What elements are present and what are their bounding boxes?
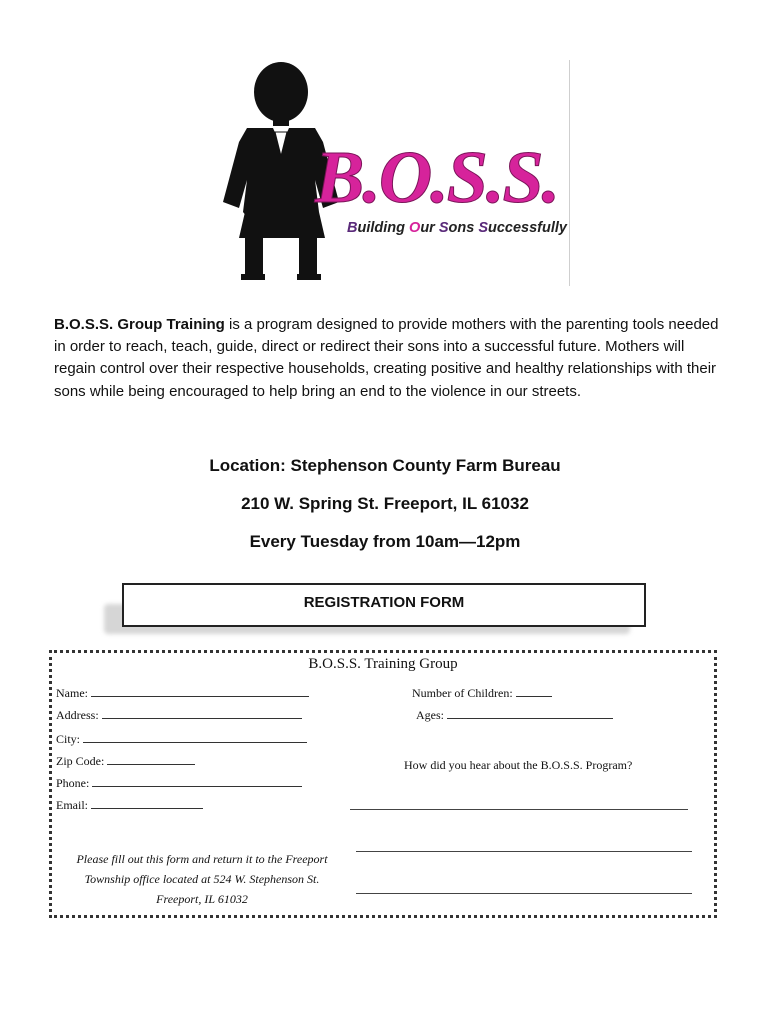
referral-answer-line-3[interactable]	[356, 892, 692, 894]
ages-input-line[interactable]	[447, 708, 613, 719]
zip-label: Zip Code:	[56, 754, 105, 768]
intro-paragraph	[54, 314, 724, 403]
instructions-line-2: Township office located at 524 W. Stephenson St.	[84, 872, 320, 886]
name-field[interactable]	[56, 686, 309, 701]
logo-title: B.O.S.S.	[315, 137, 559, 219]
city-label: City:	[56, 732, 81, 746]
zip-input-line[interactable]	[107, 754, 195, 765]
ages-field[interactable]	[416, 708, 613, 723]
form-title: B.O.S.S. Training Group	[308, 656, 458, 672]
ages-label: Ages:	[416, 708, 444, 722]
logo-tagline: Building Our Sons Successfully	[347, 220, 567, 236]
name-label: Name:	[56, 686, 88, 700]
event-address: 210 W. Spring St. Freeport, IL 61032	[241, 494, 529, 513]
phone-field[interactable]	[56, 776, 302, 791]
email-label: Email:	[56, 798, 88, 812]
children-label: Number of Children:	[412, 686, 513, 700]
address-label: Address:	[56, 708, 99, 722]
name-input-line[interactable]	[91, 686, 309, 697]
boss-logo	[215, 62, 575, 292]
phone-input-line[interactable]	[92, 776, 302, 787]
instructions-line-1: Please fill out this form and return it to the Freeport	[76, 852, 328, 866]
email-input-line[interactable]	[91, 798, 203, 809]
instructions-line-3: Freeport, IL 61032	[156, 892, 248, 906]
return-instructions	[52, 849, 352, 909]
email-field[interactable]	[56, 798, 203, 813]
children-field[interactable]	[412, 686, 552, 701]
event-location: Location: Stephenson County Farm Bureau	[209, 456, 561, 475]
intro-bold: B.O.S.S. Group Training	[54, 316, 225, 333]
city-field[interactable]	[56, 732, 307, 747]
referral-answer-line-1[interactable]	[350, 808, 688, 810]
children-input-line[interactable]	[516, 686, 552, 697]
event-schedule: Every Tuesday from 10am—12pm	[249, 532, 521, 551]
referral-question: How did you hear about the B.O.S.S. Program?	[404, 758, 633, 772]
phone-label: Phone:	[56, 776, 90, 790]
city-input-line[interactable]	[83, 732, 307, 743]
zip-field[interactable]	[56, 754, 195, 769]
registration-label: REGISTRATION FORM	[303, 594, 465, 611]
logo-divider	[569, 60, 570, 286]
address-input-line[interactable]	[102, 708, 302, 719]
intro-text: is a program designed to provide mothers with the parenting tools needed in order to reach, teach, guide, direct or redirect their sons into a successful future. Mothers will regain control over their respective households, creating positive and healthy relationships with their sons while being encouraged to help bring an end to the violence in our streets.	[54, 316, 719, 400]
address-field[interactable]	[56, 708, 302, 723]
referral-answer-line-2[interactable]	[356, 850, 692, 852]
